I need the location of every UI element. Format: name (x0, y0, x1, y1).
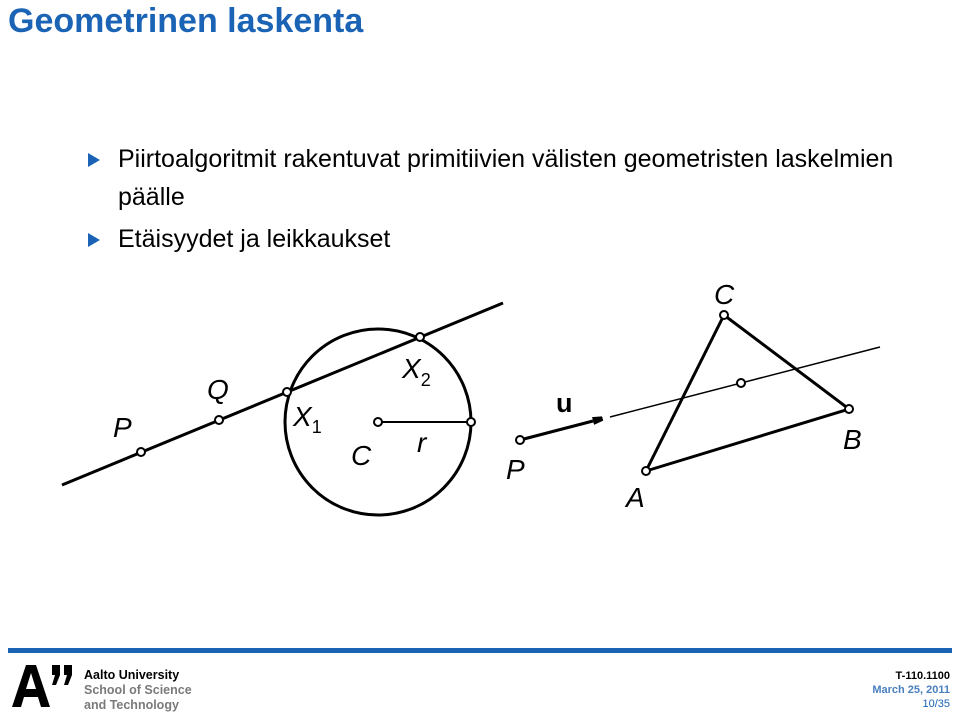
label-x1-main: X (293, 401, 312, 432)
point-b (845, 405, 853, 413)
page-number: 10/35 (922, 698, 950, 710)
label-p-line: P (113, 412, 132, 443)
point-p-ray (516, 436, 524, 444)
footer-divider (8, 648, 952, 653)
label-x2 (401, 353, 431, 390)
label-x2-main: X (402, 353, 421, 384)
label-c-center: C (351, 440, 372, 471)
point-x2 (416, 333, 424, 341)
point-x1 (283, 388, 291, 396)
point-q (215, 416, 223, 424)
ray-vector-u (520, 421, 593, 440)
label-b: B (843, 424, 862, 455)
triangle-abc (646, 315, 849, 471)
university-block (84, 668, 192, 713)
course-code: T-110.1100 (895, 670, 950, 682)
label-x1 (292, 401, 322, 437)
slide-title: Geometrinen laskenta (8, 2, 364, 40)
label-q: Q (207, 374, 229, 405)
point-p-line (137, 448, 145, 456)
point-center-c (374, 418, 382, 426)
slide-date: March 25, 2011 (872, 684, 950, 696)
label-x1-sub: 1 (311, 417, 322, 437)
slide-meta (872, 669, 950, 711)
bullet-text: Etäisyydet ja leikkaukset (118, 225, 391, 253)
aalto-logo-icon (12, 663, 74, 709)
label-a: A (626, 482, 645, 513)
school-line-1: School of Science (84, 683, 192, 697)
label-c-tri: C (714, 279, 735, 310)
label-x2-sub: 2 (420, 370, 431, 390)
label-u: u (556, 388, 573, 418)
university-name: Aalto University (84, 668, 180, 682)
label-r: r (417, 427, 427, 458)
label-p-ray: P (506, 454, 525, 485)
point-c-tri (720, 311, 728, 319)
point-a (642, 467, 650, 475)
school-line-2: and Technology (84, 698, 179, 712)
point-ray-inside (737, 379, 745, 387)
point-radius-end (467, 418, 475, 426)
bullet-text: Piirtoalgoritmit rakentuvat primitiivien välisten geometristen laskelmien päälle (118, 145, 894, 211)
